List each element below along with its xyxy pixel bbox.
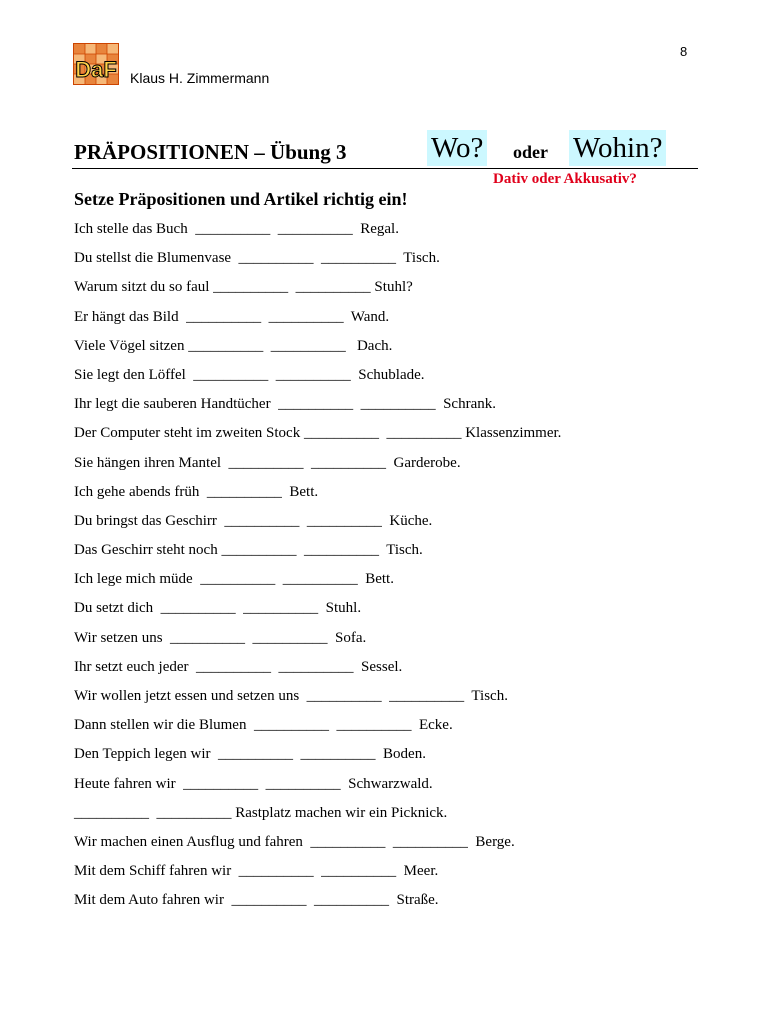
exercise-sentence: Ich gehe abends früh __________ Bett. xyxy=(74,483,319,500)
logo-text: DaF xyxy=(75,57,117,82)
exercise-sentence: Ich lege mich müde __________ __________ Bett. xyxy=(74,571,394,588)
page-title: PRÄPOSITIONEN – Übung 3 xyxy=(74,140,347,164)
case-hint: Dativ oder Akkusativ? xyxy=(493,171,637,187)
wohin-label: Wohin? xyxy=(569,130,666,166)
instruction: Setze Präpositionen und Artikel richtig ein! xyxy=(74,189,408,209)
exercise-sentence: Viele Vögel sitzen __________ __________ Dach. xyxy=(74,337,393,354)
exercise-sentence: Ihr setzt euch jeder __________ __________ Sessel. xyxy=(74,658,403,675)
exercise-sentence: Mit dem Schiff fahren wir __________ __________ Meer. xyxy=(74,863,439,880)
exercise-sentence: Ihr legt die sauberen Handtücher __________ __________ Schrank. xyxy=(74,396,496,413)
daf-logo-graphic xyxy=(74,44,118,84)
author-name: Klaus H. Zimmermann xyxy=(130,70,270,86)
exercise-sentence: Sie legt den Löffel __________ __________ Schublade. xyxy=(74,366,425,383)
title-rule xyxy=(72,168,698,169)
exercise-sentence: Du bringst das Geschirr __________ __________ Küche. xyxy=(74,512,433,529)
exercise-sentence: Mit dem Auto fahren wir __________ __________ Straße. xyxy=(74,892,439,909)
exercise-sentence: Sie hängen ihren Mantel __________ __________ Garderobe. xyxy=(74,454,461,471)
exercise-sentence: Dann stellen wir die Blumen __________ __________ Ecke. xyxy=(74,717,453,734)
exercise-sentence: Warum sitzt du so faul __________ __________ Stuhl? xyxy=(74,279,413,296)
exercise-sentence: Wir wollen jetzt essen und setzen uns __________ __________ Tisch. xyxy=(74,688,508,704)
oder-label: oder xyxy=(513,142,548,162)
exercise-list xyxy=(74,219,561,920)
exercise-sentence: Den Teppich legen wir __________ __________ Boden. xyxy=(74,746,426,763)
exercise-sentence: Wir setzen uns __________ __________ Sofa. xyxy=(74,629,367,646)
exercise-sentence: Der Computer steht im zweiten Stock __________ __________ Klassenzimmer. xyxy=(74,425,562,442)
exercise-sentence: Ich stelle das Buch __________ __________ Regal. xyxy=(74,221,399,237)
page-number: 8 xyxy=(680,44,688,59)
exercise-sentence: Wir machen einen Ausflug und fahren __________ __________ Berge. xyxy=(74,833,515,850)
exercise-sentence: Er hängt das Bild __________ __________ Wand. xyxy=(74,308,390,325)
exercise-sentence: Du setzt dich __________ __________ Stuhl. xyxy=(74,600,362,617)
wo-label: Wo? xyxy=(427,130,487,166)
daf-logo xyxy=(73,43,119,85)
exercise-sentence: __________ __________ Rastplatz machen wir ein Picknick. xyxy=(74,804,448,821)
exercise-sentence: Du stellst die Blumenvase __________ __________ Tisch. xyxy=(74,250,440,267)
exercise-sentence: Heute fahren wir __________ __________ Schwarzwald. xyxy=(74,775,433,792)
exercise-sentence: Das Geschirr steht noch __________ __________ Tisch. xyxy=(74,542,423,559)
